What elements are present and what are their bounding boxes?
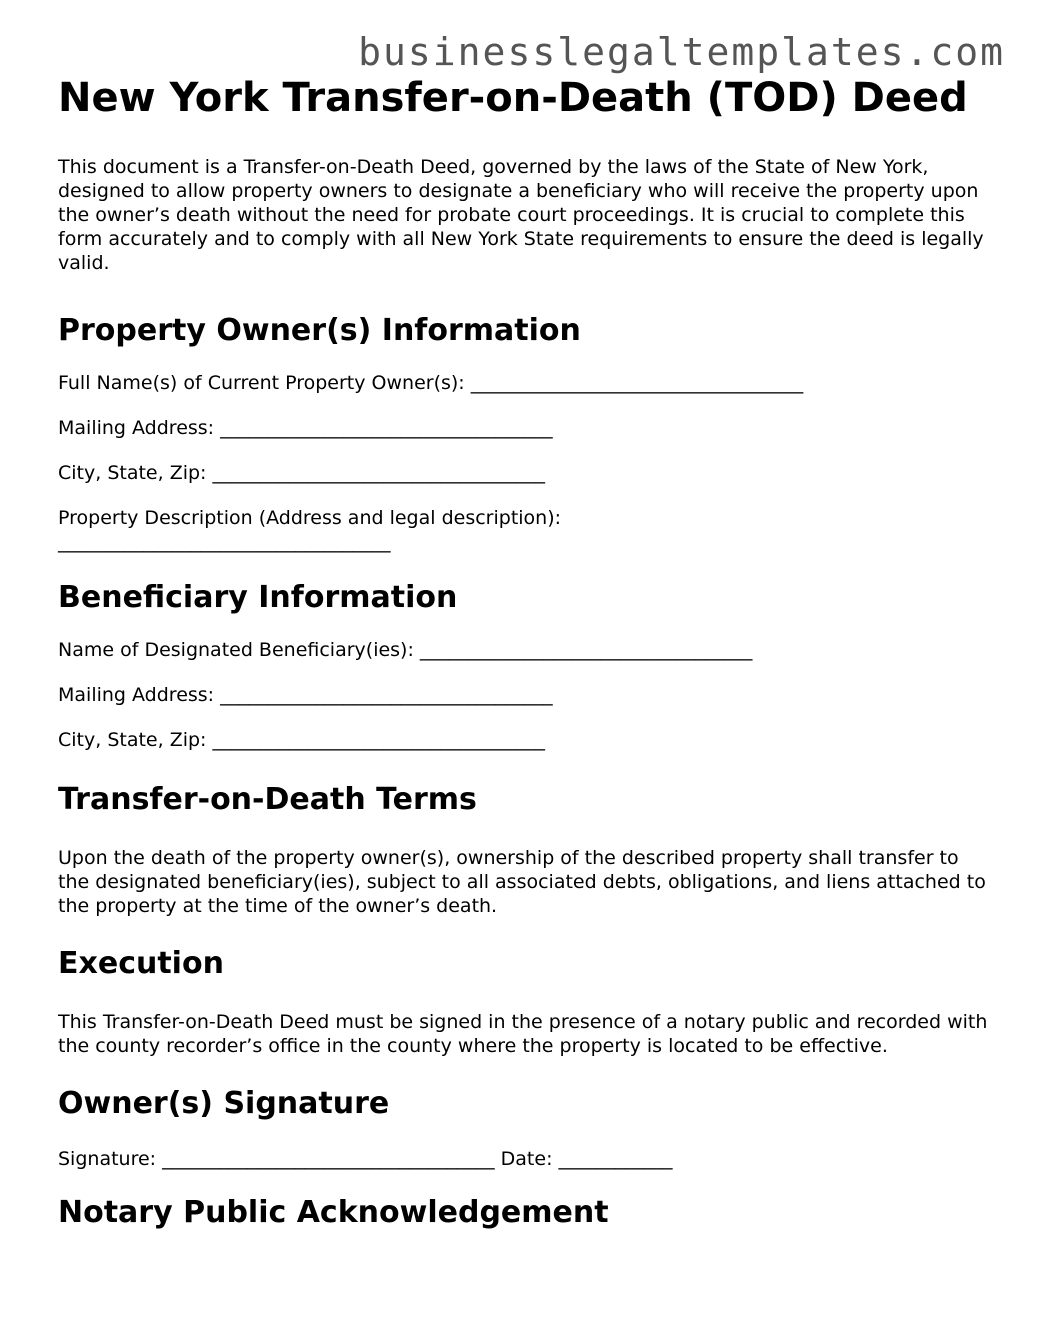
beneficiary-city-state-zip-label: City, State, Zip: (58, 729, 207, 751)
document-title: New York Transfer-on-Death (TOD) Deed (58, 75, 968, 121)
beneficiary-name-label: Name of Designated Beneficiary(ies): (58, 639, 414, 661)
owner-full-name-label: Full Name(s) of Current Property Owner(s): (58, 372, 465, 394)
site-watermark: businesslegaltemplates.com (358, 30, 1005, 74)
notary-heading: Notary Public Acknowledgement (58, 1195, 609, 1230)
owner-full-name-field (58, 371, 988, 395)
execution-heading: Execution (58, 946, 224, 981)
beneficiary-section-heading: Beneficiary Information (58, 580, 458, 615)
document-page (58, 74, 988, 1233)
owner-mailing-address-blank[interactable]: ___________________________________ (220, 417, 553, 439)
beneficiary-name-field (58, 638, 988, 662)
signature-blank[interactable]: ___________________________________ (162, 1148, 495, 1170)
execution-paragraph: This Transfer-on-Death Deed must be signed in the presence of a notary public and recorded with the county recorder’s office in the county where the property is located to be effective. (58, 1011, 988, 1057)
owner-city-state-zip-field (58, 461, 988, 485)
owner-full-name-blank[interactable]: ___________________________________ (470, 372, 804, 394)
beneficiary-name-blank[interactable]: ___________________________________ (419, 639, 753, 661)
signature-label: Signature: (58, 1148, 157, 1170)
property-description-field (58, 506, 988, 554)
date-label: Date: (500, 1148, 553, 1170)
tod-terms-heading: Transfer-on-Death Terms (58, 782, 477, 817)
beneficiary-city-state-zip-field (58, 728, 988, 752)
beneficiary-mailing-address-blank[interactable]: ___________________________________ (220, 684, 553, 706)
beneficiary-mailing-address-field (58, 683, 988, 707)
intro-paragraph: This document is a Transfer-on-Death Deed, governed by the laws of the State of New York, designed to allow property owners to designate a beneficiary who will receive the property upon the owner’s death without the need for probate court proceedings. It is crucial to complete this form accurately and to comply with all New York State requirements to ensure the deed is legally valid. (58, 156, 984, 274)
owner-city-state-zip-label: City, State, Zip: (58, 462, 207, 484)
signature-date-line (58, 1147, 988, 1171)
beneficiary-mailing-address-label: Mailing Address: (58, 684, 215, 706)
owner-signature-heading: Owner(s) Signature (58, 1086, 390, 1121)
owner-city-state-zip-blank[interactable]: ___________________________________ (212, 462, 545, 484)
owner-mailing-address-label: Mailing Address: (58, 417, 215, 439)
owner-mailing-address-field (58, 416, 988, 440)
beneficiary-city-state-zip-blank[interactable]: ___________________________________ (212, 729, 545, 751)
property-description-blank[interactable]: ___________________________________ (58, 531, 391, 553)
property-description-label: Property Description (Address and legal description): (58, 507, 562, 529)
tod-terms-paragraph: Upon the death of the property owner(s), ownership of the described property shall transfer to the designated beneficiary(ies), subject to all associated debts, obligations, and liens attached to the property at the time of the owner’s death. (58, 847, 986, 917)
date-blank[interactable]: ____________ (558, 1148, 673, 1170)
owner-section-heading: Property Owner(s) Information (58, 313, 581, 348)
